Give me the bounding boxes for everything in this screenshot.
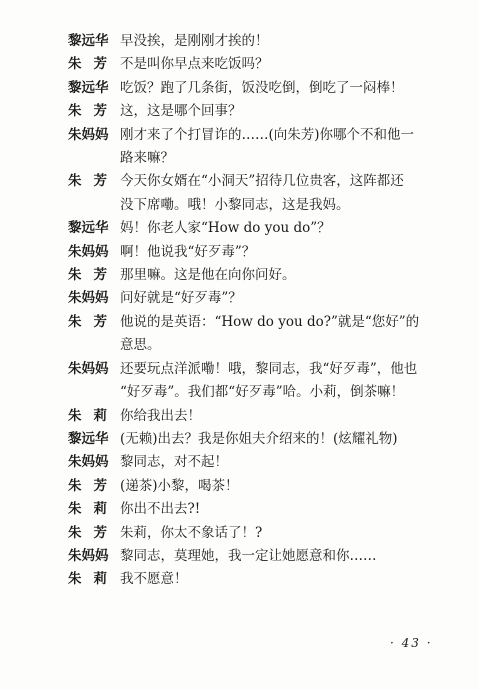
speaker-name: 黎远华 xyxy=(68,220,109,237)
speaker-name: 朱妈妈 xyxy=(68,547,109,564)
dialogue-continuation xyxy=(68,147,448,170)
speaker-name: 朱妈妈 xyxy=(68,126,109,143)
speaker-name: 朱芳 xyxy=(68,524,119,541)
dialogue-line xyxy=(68,170,448,193)
speech-text: 没下席嘞。哦！小黎同志，这是我妈。 xyxy=(120,196,350,213)
speech-text: 吃饭？跑了几条街，饭没吃倒，倒吃了一闷棒！ xyxy=(120,79,404,96)
dialogue-line xyxy=(68,264,448,287)
dialogue-line xyxy=(68,451,448,474)
speech-text: 路来嘛？ xyxy=(120,150,174,167)
speech-text: “好歹毒”。我们都“好歹毒”哈。小莉，倒茶嘛！ xyxy=(120,384,405,401)
speech-text: 今天你女婿在“小洞天”招待几位贵客，这阵都还 xyxy=(120,173,404,190)
speaker-name: 朱妈妈 xyxy=(68,290,109,307)
speech-text: 他说的是英语：“How do you do?”就是“您好”的 xyxy=(120,313,420,330)
speech-text: 那里嘛。这是他在向你问好。 xyxy=(120,267,296,284)
speech-text: 不是叫你早点来吃饭吗？ xyxy=(120,56,269,73)
speech-text: 你出不出去?! xyxy=(120,501,201,518)
dialogue-line xyxy=(68,30,448,53)
speaker-name: 朱芳 xyxy=(68,267,119,284)
speaker-name: 朱芳 xyxy=(68,173,119,190)
page-number: · 43 · xyxy=(390,636,433,650)
dialogue-line xyxy=(68,522,448,545)
dialogue-line xyxy=(68,77,448,100)
speaker-name: 黎远华 xyxy=(68,430,109,447)
dialogue-line xyxy=(68,124,448,147)
speaker-name: 朱妈妈 xyxy=(68,360,109,377)
dialogue-line xyxy=(68,287,448,310)
speech-text: 黎同志，对不起！ xyxy=(120,454,228,471)
speech-text: 啊！他说我“好歹毒”？ xyxy=(120,243,256,260)
dialogue-line xyxy=(68,405,448,428)
speaker-name: 黎远华 xyxy=(68,79,109,96)
speaker-name: 朱莉 xyxy=(68,407,119,424)
speech-text: 朱莉，你太不象话了！? xyxy=(120,524,263,541)
dialogue-line xyxy=(68,475,448,498)
speech-text: 我不愿意！ xyxy=(120,571,188,588)
dialogue-line xyxy=(68,217,448,240)
speech-text: 妈！你老人家“How do you do”？ xyxy=(120,220,331,237)
dialogue-continuation xyxy=(68,194,448,217)
dialogue-line xyxy=(68,568,448,591)
speech-text: 早没挨，是刚刚才挨的！ xyxy=(120,33,269,49)
speaker-name: 朱妈妈 xyxy=(68,454,109,471)
dialogue-continuation xyxy=(68,334,448,357)
speech-text: 黎同志，莫理她，我一定让她愿意和你…… xyxy=(120,547,377,564)
speech-text: 意思。 xyxy=(120,337,161,354)
speaker-name: 朱芳 xyxy=(68,56,119,73)
dialogue-line xyxy=(68,545,448,568)
speaker-name: 朱芳 xyxy=(68,103,119,120)
dialogue-continuation xyxy=(68,381,448,404)
speech-text: 你给我出去！ xyxy=(120,407,201,424)
dialogue-line xyxy=(68,498,448,521)
dialogue-line xyxy=(68,311,448,334)
dialogue-line xyxy=(68,53,448,76)
speech-text: 这，这是哪个回事？ xyxy=(120,103,242,120)
dialogue-script xyxy=(68,30,448,592)
dialogue-line xyxy=(68,358,448,381)
speaker-name: 朱莉 xyxy=(68,571,119,588)
dialogue-line xyxy=(68,100,448,123)
speaker-name: 朱芳 xyxy=(68,477,119,494)
speech-text: (无赖)出去？我是你姐夫介绍来的！(炫耀礼物) xyxy=(120,430,398,447)
speaker-name: 黎远华 xyxy=(68,33,109,49)
speech-text: 还要玩点洋派嘞！哦，黎同志，我“好歹毒”，他也 xyxy=(120,360,418,377)
speaker-name: 朱莉 xyxy=(68,501,119,518)
speech-text: (递茶)小黎，喝茶！ xyxy=(120,477,239,494)
speaker-name: 朱妈妈 xyxy=(68,243,109,260)
dialogue-line xyxy=(68,428,448,451)
speaker-name: 朱芳 xyxy=(68,313,119,330)
speech-text: 问好就是“好歹毒”？ xyxy=(120,290,242,307)
speech-text: 刚才来了个打冒诈的……(向朱芳)你哪个不和他一 xyxy=(120,126,415,143)
dialogue-line xyxy=(68,241,448,264)
